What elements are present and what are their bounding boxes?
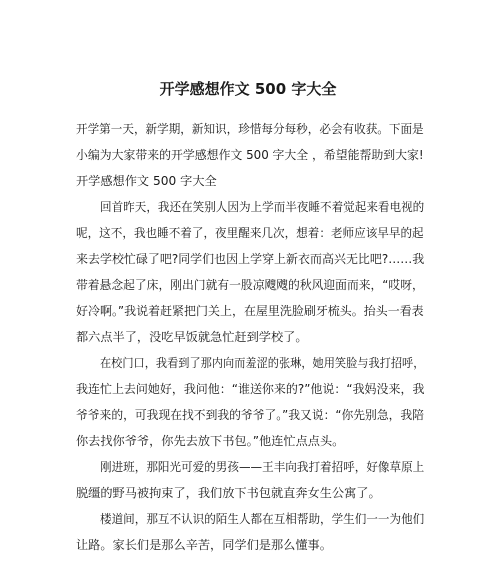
- paragraph-line: 好冷啊。”我说着赶紧把门关上，在屋里洗脸刷牙梳头。抬头一看表: [76, 304, 424, 318]
- paragraph-line: 开学第一天，新学期，新知识，珍惜每分每秒，必会有收获。下面是: [76, 122, 424, 136]
- paragraph-line: 爷爷来的，可我现在找不到我的爷爷了。”我又说：“你先别急，我陪: [76, 408, 424, 422]
- paragraph-line: 小编为大家带来的开学感想作文 500 字大全 ，希望能帮助到大家!: [76, 148, 424, 162]
- paragraph-line: 楼道间，那互不认识的陌生人都在互相帮助，学生们一一为他们: [100, 512, 425, 526]
- paragraph-line: 刚进班，那阳光可爱的男孩——王丰向我打着招呼，好像草原上: [100, 460, 425, 474]
- paragraph-line: 让路。家长们是那么辛苦，同学们是那么懂事。: [76, 538, 332, 552]
- paragraph-line: 带着悬念起了床，刚出门就有一股凉飕飕的秋风迎面而来，“哎呀，: [76, 278, 424, 292]
- paragraph-line: 都六点半了，没吃早饭就急忙赶到学校了。: [76, 330, 308, 344]
- paragraph-line: 在校门口，我看到了那内向而羞涩的张琳，她用笑脸与我打招呼，: [100, 356, 425, 370]
- paragraph-line: 开学感想作文 500 字大全: [76, 174, 217, 188]
- paragraph-line: 来去学校忙碌了吧?同学们也因上学穿上新衣而高兴无比吧?……我: [76, 252, 425, 266]
- paragraph-line: 脱缰的野马被拘束了，我们放下书包就直奔女生公寓了。: [76, 486, 381, 500]
- paragraph-line: 回首昨天，我还在笑别人因为上学而半夜睡不着觉起来看电视的: [100, 200, 425, 214]
- paragraph-line: 我连忙上去问她好，我问他：“谁送你来的?”他说：“我妈没来，我: [76, 382, 425, 396]
- paragraph-line: 呢，这不，我也睡不着了，夜里醒来几次，想着：老师应该早早的起: [76, 226, 424, 240]
- document-title: 开学感想作文 500 字大全: [159, 80, 337, 98]
- paragraph-line: 你去找你爷爷，你先去放下书包。”他连忙点点头。: [76, 434, 345, 448]
